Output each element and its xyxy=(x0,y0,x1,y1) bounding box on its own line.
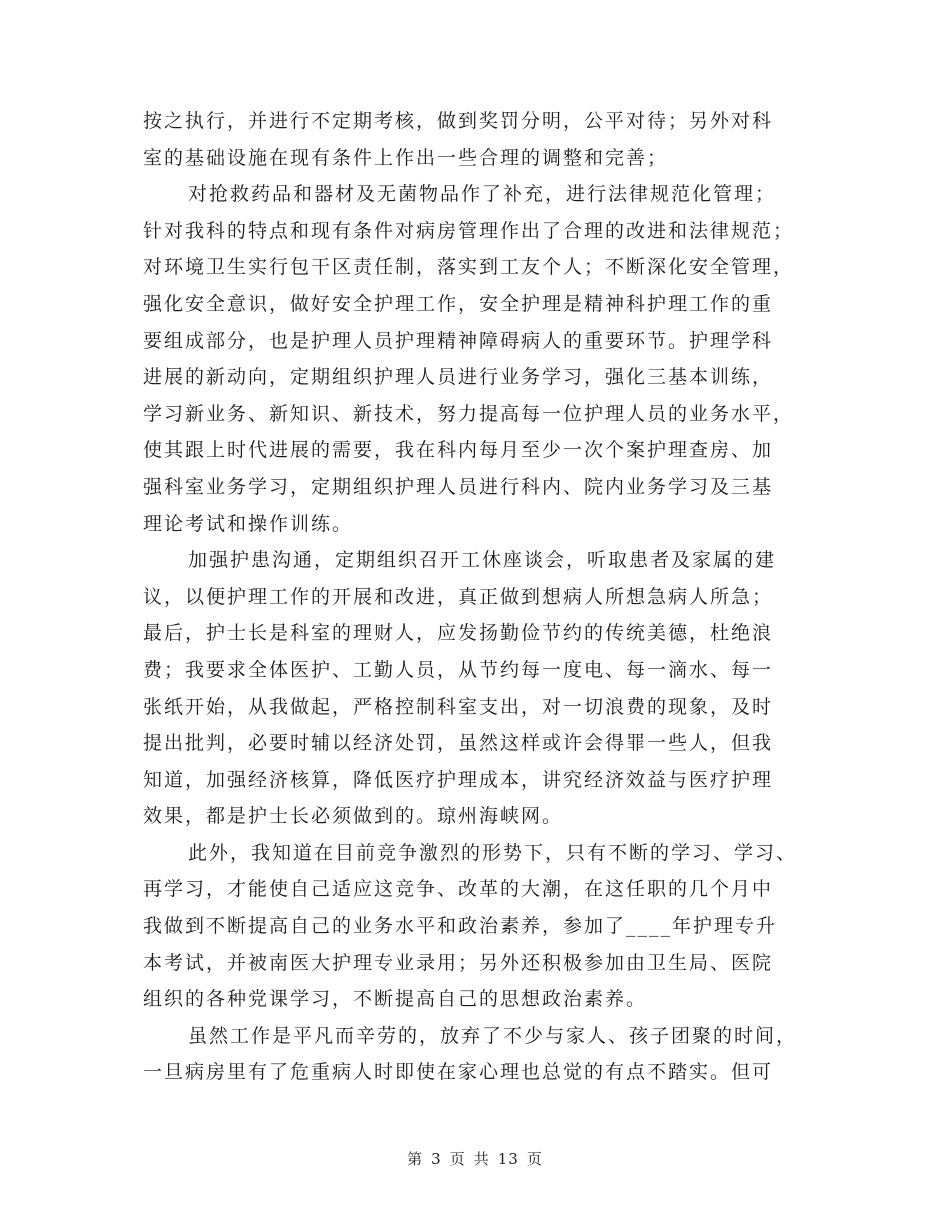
text-line: 提出批判，必要时辅以经济处罚，虽然这样或许会得罪一些人，但我 xyxy=(143,732,774,755)
text-line: 按之执行，并进行不定期考核，做到奖罚分明，公平对待；另外对科 xyxy=(143,110,774,132)
footer-page-label: 页 xyxy=(449,1150,466,1168)
text-line: 强化安全意识，做好安全护理工作，安全护理是精神科护理工作的重 xyxy=(143,292,774,315)
document-body xyxy=(143,103,823,1091)
page-footer xyxy=(0,1148,950,1169)
text-line: 效果，都是护士长必须做到的。琼州海峡网。 xyxy=(143,805,564,828)
text-line: 强科室业务学习，定期组织护理人员进行科内、院内业务学习及三基 xyxy=(143,475,774,498)
text-line: 对抢救药品和器材及无菌物品作了补充，进行法律规范化管理； xyxy=(188,183,777,206)
text-line: 室的基础设施在现有条件上作出一些合理的调整和完善； xyxy=(143,146,669,169)
text-line: 进展的新动向，定期组织护理人员进行业务学习，强化三基本训练， xyxy=(143,366,774,389)
text-line: 本考试，并被南医大护理专业录用；另外还积极参加由卫生局、医院 xyxy=(143,951,774,974)
text-line: 要组成部分，也是护理人员护理精神障碍病人的重要环节。护理学科 xyxy=(143,329,774,352)
footer-total-pages: 13 xyxy=(497,1150,519,1168)
text-line: 再学习，才能使自己适应这竞争、改革的大潮，在这任职的几个月中 xyxy=(143,878,774,901)
text-line: 理论考试和操作训练。 xyxy=(143,512,354,535)
text-line: 我做到不断提高自己的业务水平和政治素养，参加了____年护理专升 xyxy=(143,915,778,938)
text-line: 虽然工作是平凡而辛劳的，放弃了不少与家人、孩子团聚的时间， xyxy=(188,1024,798,1047)
text-line: 使其跟上时代进展的需要，我在科内每月至少一次个案护理查房、加 xyxy=(143,439,774,462)
text-line: 议，以便护理工作的开展和改进，真正做到想病人所想急病人所急； xyxy=(143,585,774,608)
text-line: 最后，护士长是科室的理财人，应发扬勤俭节约的传统美德，杜绝浪 xyxy=(143,622,774,645)
text-line: 费；我要求全体医护、工勤人员，从节约每一度电、每一滴水、每一 xyxy=(143,658,774,681)
footer-suffix: 页 xyxy=(526,1150,543,1168)
text-line: 学习新业务、新知识、新技术，努力提高每一位护理人员的业务水平， xyxy=(143,402,795,425)
text-line: 知道，加强经济核算，降低医疗护理成本，讲究经济效益与医疗护理 xyxy=(143,768,774,791)
text-line: 针对我科的特点和现有条件对病房管理作出了合理的改进和法律规范； xyxy=(143,219,795,242)
text-line: 加强护患沟通，定期组织召开工休座谈会，听取患者及家属的建 xyxy=(188,549,777,572)
text-line: 对环境卫生实行包干区责任制，落实到工友个人；不断深化安全管理， xyxy=(143,256,795,279)
text-line: 组织的各种党课学习，不断提高自己的思想政治素养。 xyxy=(143,988,648,1011)
footer-total-label: 共 xyxy=(473,1150,490,1168)
footer-page-number: 3 xyxy=(431,1150,442,1168)
text-line: 张纸开始，从我做起，严格控制科室支出，对一切浪费的现象，及时 xyxy=(143,695,774,718)
text-line: 此外，我知道在目前竞争激烈的形势下，只有不断的学习、学习、 xyxy=(188,841,798,864)
footer-prefix: 第 xyxy=(407,1150,424,1168)
text-line: 一旦病房里有了危重病人时即使在家心理也总觉的有点不踏实。但可 xyxy=(143,1061,774,1084)
